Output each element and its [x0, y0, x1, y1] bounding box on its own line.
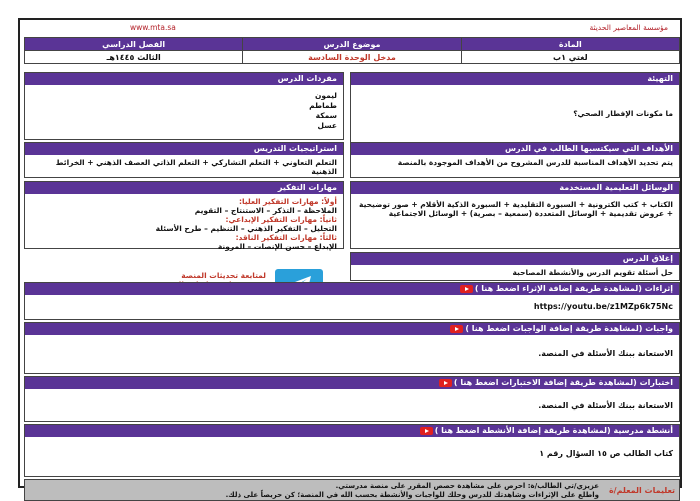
- closing-section: [350, 252, 680, 281]
- closing-title: إغلاق الدرس: [351, 253, 679, 265]
- warmup-section: [350, 72, 680, 152]
- promo-line1: لمتابعة تحديثات المنصة: [181, 271, 266, 280]
- strategies-title: استراتيجيات التدريس: [25, 143, 343, 155]
- activities-video-link[interactable]: [418, 426, 611, 435]
- thinking-skills-section: [24, 181, 344, 249]
- homework-title: واجبات: [645, 324, 673, 333]
- site-url[interactable]: www.mta.sa: [130, 23, 176, 32]
- top-line: [20, 20, 680, 36]
- youtube-icon[interactable]: [420, 427, 433, 435]
- instructions-label: تعليمات المعلم/ة: [608, 486, 675, 495]
- activities-link-text: (لمشاهدة طريقة إضافة الأنشطة اضغط هنا ): [434, 426, 611, 435]
- tests-section: [24, 376, 680, 422]
- youtube-icon[interactable]: [450, 325, 463, 333]
- label-lesson-topic: موضوع الدرس: [243, 38, 461, 51]
- value-lesson-topic: مدخل الوحدة السادسة: [243, 51, 461, 64]
- homework-section: [24, 322, 680, 374]
- thinking-line3-label: ثالثاً: مهارات التفكير الناقد:: [235, 233, 337, 242]
- enrichment-section: [24, 282, 680, 320]
- teacher-instructions: [24, 479, 680, 501]
- lesson-info-table: [24, 37, 680, 64]
- vocab-item: طماطم: [309, 101, 337, 111]
- thinking-line3-text: الإبداع – حسن الإنصات – المرونة: [217, 242, 337, 251]
- thinking-skills-title: مهارات التفكير: [25, 182, 343, 194]
- vocab-item: عسل: [317, 121, 337, 131]
- vocabulary-section: [24, 72, 344, 140]
- closing-text: حل أسئلة تقويم الدرس والأنشطة المصاحبة: [512, 268, 673, 277]
- tests-video-link[interactable]: [437, 378, 637, 387]
- value-term: الثالث ١٤٤٥هـ: [25, 51, 243, 64]
- enrichment-bar: [25, 283, 679, 295]
- youtube-icon[interactable]: [439, 379, 452, 387]
- thinking-line2-label: ثانياً: مهارات التفكير الإبداعي:: [225, 215, 337, 224]
- activities-bar: [25, 425, 679, 437]
- instructions-text: [65, 482, 599, 500]
- warmup-title: التهيئة: [351, 73, 679, 85]
- strategies-text: التعلم التعاوني + التعلم التشاركي + التعلم الذاتي العصف الذهني + الخرائط الذهنية: [55, 158, 337, 177]
- label-term: الفصل الدراسي: [25, 38, 243, 51]
- goals-title: الأهداف التي سيكتسبها الطالب في الدرس: [351, 143, 679, 155]
- thinking-line2-text: التحليل – التفكير الذهني – التنظيم – طرح الأسئلة: [155, 224, 337, 233]
- tests-bar: [25, 377, 679, 389]
- tools-text: الكتاب + كتب الكترونية + السبورة التقليدية + السبورة الذكية الأقلام + صور توضيحية + عروض تقديمية + الوسائل المتعددة (سمعية – بصرية) + الوسائل الاجتماعية: [359, 200, 673, 219]
- tests-title: اختبارات: [639, 378, 673, 387]
- activities-title: أنشطة مدرسية: [613, 426, 673, 435]
- thinking-line1-text: الملاحظة – التذكر – الاستنتاج – التقويم: [194, 206, 337, 215]
- instructions-line1: عزيزي/تي الطالب/ة: احرص على مشاهدة حصص المقرر على منصة مدرستي.: [335, 482, 599, 490]
- instructions-line2: واطلع على الإثراءات وشاهدتك للدرس وحلك للواجبات والأنشطة بحسب الله في المنصة؛ كن حريصاً على ذلك.: [225, 490, 599, 499]
- thinking-line1-label: أولاً: مهارات التفكير العليا:: [239, 197, 337, 206]
- youtube-icon[interactable]: [460, 285, 473, 293]
- tests-text: الاستعانة ببنك الأسئلة في المنصة.: [538, 401, 673, 410]
- lesson-plan-page: [18, 18, 682, 499]
- value-subject: لغتي ١ب: [461, 51, 679, 64]
- homework-video-link[interactable]: [448, 324, 642, 333]
- vocabulary-list: [25, 85, 343, 135]
- org-name: مؤسسة المعاصير الحديثة: [589, 23, 668, 32]
- homework-link-text: (لمشاهدة طريقة إضافة الواجبات اضغط هنا ): [465, 324, 643, 333]
- warmup-text: ما مكونات الإفطار الصحي؟: [573, 109, 673, 118]
- strategies-section: [24, 142, 344, 178]
- tests-link-text: (لمشاهدة طريقة إضافة الاختبارات اضغط هنا ): [453, 378, 637, 387]
- goals-section: [350, 142, 680, 178]
- tools-section: [350, 181, 680, 249]
- activities-text: كتاب الطالب ص ١٥ السؤال رقم ١: [539, 449, 673, 458]
- goals-text: يتم تحديد الأهداف المناسبة للدرس المشروح من الأهداف الموجودة بالمنصة: [397, 158, 673, 167]
- label-subject: المادة: [461, 38, 679, 51]
- homework-text: الاستعانة ببنك الأسئلة في المنصة.: [538, 349, 673, 358]
- vocab-item: ليمون: [314, 91, 337, 100]
- enrichment-url[interactable]: https://youtu.be/z1MZp6k75Nc: [533, 302, 673, 311]
- vocab-item: سمكة: [315, 111, 337, 121]
- enrichment-link-text: (لمشاهدة طريقة إضافة الإثراء اضغط هنا ): [474, 284, 642, 293]
- enrichment-video-link[interactable]: [458, 284, 642, 293]
- homework-bar: [25, 323, 679, 335]
- activities-section: [24, 424, 680, 477]
- tools-title: الوسائل التعليمية المستخدمة: [351, 182, 679, 194]
- thinking-skills-body: [25, 194, 343, 254]
- vocabulary-title: مفردات الدرس: [25, 73, 343, 85]
- enrichment-title: إثراءات: [644, 284, 673, 293]
